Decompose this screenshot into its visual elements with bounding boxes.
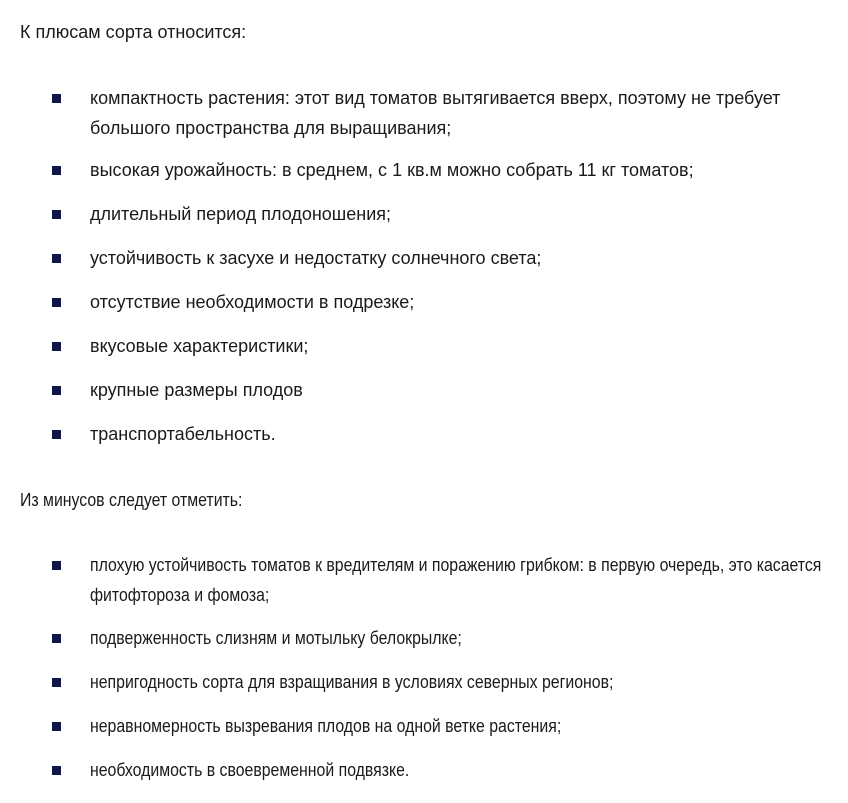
list-item-text: плохую устойчивость томатов к вредителям и поражению грибком: в первую очередь, это касается фитофтороза и фомоза; xyxy=(90,555,822,605)
square-bullet-icon xyxy=(52,766,61,775)
list-item-text: непригодность сорта для взращивания в условиях северных регионов; xyxy=(90,672,614,692)
list-item-text: транспортабельность. xyxy=(90,424,276,444)
square-bullet-icon xyxy=(52,94,61,103)
list-item-text: длительный период плодоношения; xyxy=(90,204,391,224)
square-bullet-icon xyxy=(52,166,61,175)
list-item-text: вкусовые характеристики; xyxy=(90,336,309,356)
square-bullet-icon xyxy=(52,210,61,219)
square-bullet-icon xyxy=(52,342,61,351)
list-item-text: отсутствие необходимости в подрезке; xyxy=(90,292,415,312)
list-item-text: подверженность слизням и мотыльку белокрылке; xyxy=(90,628,462,648)
list-item-text: высокая урожайность: в среднем, с 1 кв.м можно собрать 11 кг томатов; xyxy=(90,160,694,180)
list-item-text: устойчивость к засухе и недостатку солнечного света; xyxy=(90,248,542,268)
pros-heading: К плюсам сорта относится: xyxy=(20,22,247,42)
cons-heading: Из минусов следует отметить: xyxy=(20,490,243,510)
square-bullet-icon xyxy=(52,386,61,395)
square-bullet-icon xyxy=(52,561,61,570)
list-item-text: необходимость в своевременной подвязке. xyxy=(90,760,410,780)
square-bullet-icon xyxy=(52,254,61,263)
square-bullet-icon xyxy=(52,430,61,439)
list-item-text: крупные размеры плодов xyxy=(90,380,303,400)
list-item-text: компактность растения: этот вид томатов вытягивается вверх, поэтому не требует большого пространства для выращивания; xyxy=(90,88,781,138)
square-bullet-icon xyxy=(52,722,61,731)
square-bullet-icon xyxy=(52,634,61,643)
list-item-text: неравномерность вызревания плодов на одной ветке растения; xyxy=(90,716,562,736)
square-bullet-icon xyxy=(52,298,61,307)
square-bullet-icon xyxy=(52,678,61,687)
